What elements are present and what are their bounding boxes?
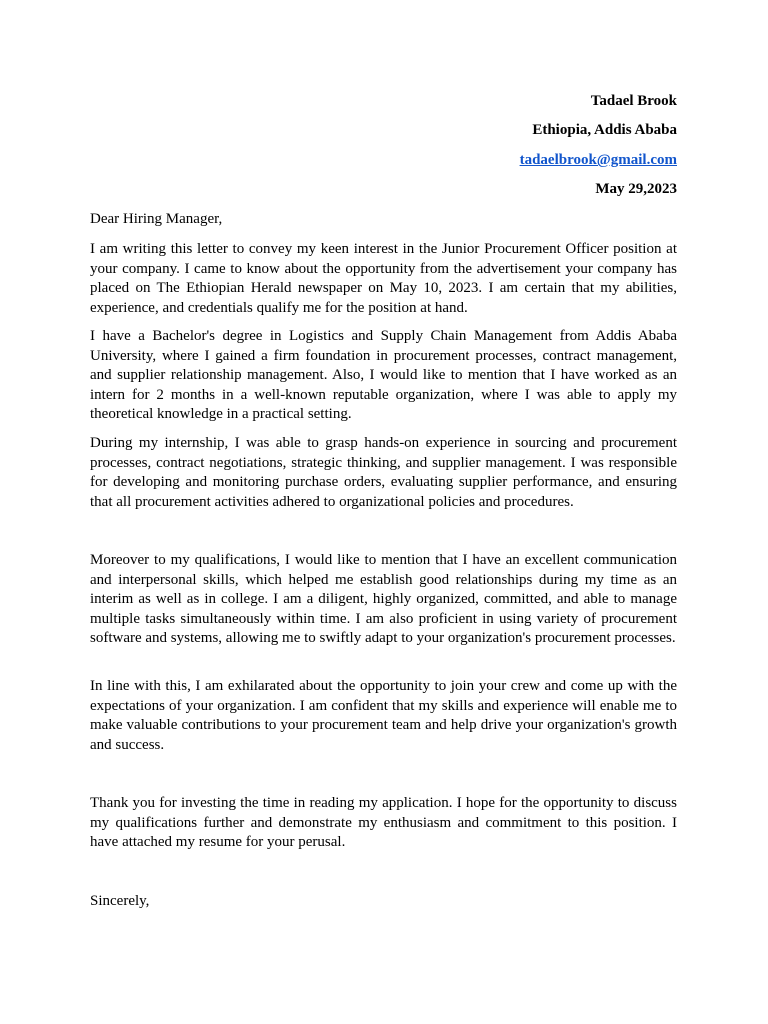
body-paragraph-3: During my internship, I was able to grasp hands-on experience in sourcing and procurement processes, contract negotiations, strategic thinking, and supplier management. I was responsible for developing and monitoring purchase orders, evaluating supplier performance, and ensuring that all procurement activities adhered to organizational policies and procedures.	[90, 435, 677, 510]
body-paragraph-6: Thank you for investing the time in reading my application. I hope for the opportunity to discuss my qualifications further and demonstrate my enthusiasm and commitment to this position. I have attached my resume for your perusal.	[90, 795, 677, 850]
salutation: Dear Hiring Manager,	[90, 211, 223, 227]
sender-email-line	[520, 151, 677, 171]
body-paragraph-4: Moreover to my qualifications, I would like to mention that I have an excellent communication and interpersonal skills, which helped me establish good relationships during my time as an interim as well as in college. I am a diligent, highly organized, committed, and able to manage multiple tasks simultaneously within time. I am also proficient in using variety of procurement software and systems, allowing me to swiftly adapt to your organization's procurement processes.	[90, 552, 677, 646]
sender-email-link[interactable]: tadaelbrook@gmail.com	[519, 152, 677, 168]
body-paragraph-5: In line with this, I am exhilarated about the opportunity to join your crew and come up with the expectations of your organization. I am confident that my skills and experience will enable me to make valuable contributions to your procurement team and help drive your organization's growth and success.	[90, 678, 677, 753]
sender-location: Ethiopia, Addis Ababa	[532, 122, 677, 138]
closing: Sincerely,	[90, 893, 150, 909]
letter-date: May 29,2023	[595, 181, 677, 197]
body-paragraph-2: I have a Bachelor's degree in Logistics and Supply Chain Management from Addis Ababa University, where I gained a firm foundation in procurement processes, contract management, and supplier relationship management. Also, I would like to mention that I have worked as an intern for 2 months in a well-known reputable organization, where I was able to apply my theoretical knowledge in a practical setting.	[90, 328, 677, 422]
sender-name: Tadael Brook	[590, 93, 677, 109]
body-paragraph-1: I am writing this letter to convey my keen interest in the Junior Procurement Officer position at your company. I came to know about the opportunity from the advertisement your company has placed on The Ethiopian Herald newspaper on May 10, 2023. I am certain that my abilities, experience, and credentials qualify me for the position at hand.	[90, 241, 677, 316]
